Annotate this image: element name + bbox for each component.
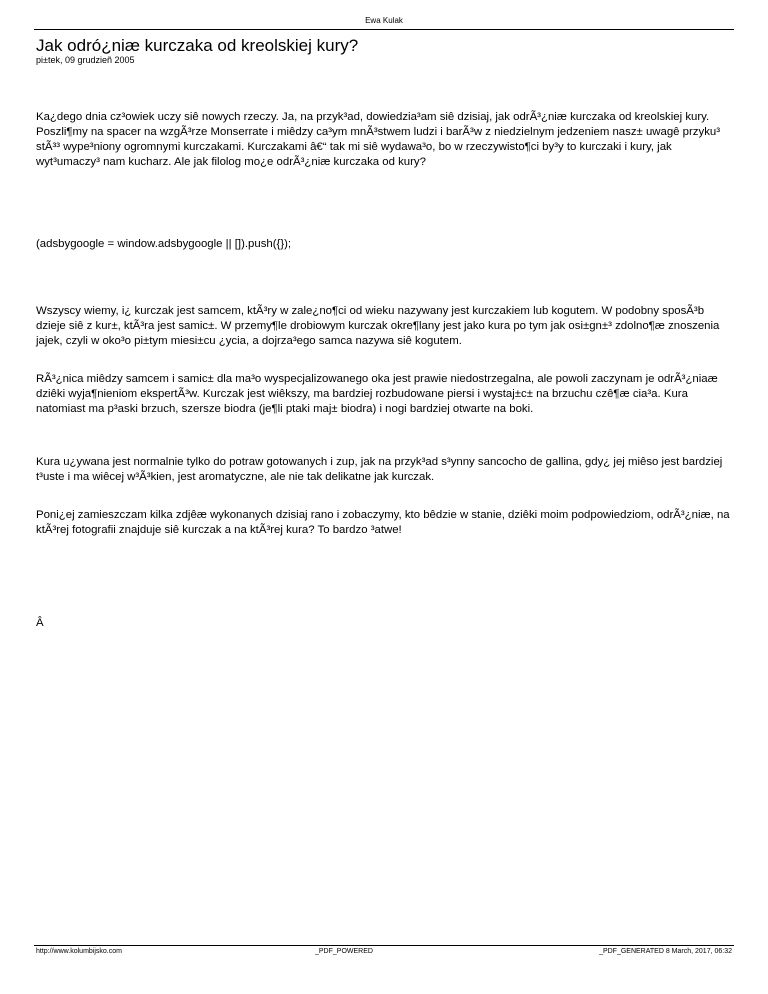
paragraph-usage: Kura u¿ywana jest normalnie tylko do potraw gotowanych i zup, jak na przyk³ad s³ynny sancocho de gallina, gdy¿ jej miêso jest bardziej t³uste i ma wiêcej w³Ã³kien, jest aromatyczne, ale nie tak delikatne jak kurczak. — [36, 456, 723, 483]
paragraph-stray-char: Â — [36, 617, 44, 629]
paragraph-difference: RÃ³¿nica miêdzy samcem i samic± dla ma³o wyspecjalizowanego oka jest prawie niedostrzegalna, ale powoli zaczynam je odrÃ³¿niaæ dziêki wyja¶nieniom ekspertÃ³w. Kurczak jest wiêkszy, ma bardziej rozbudowane piersi i wystaj±c± na brzuchu czê¶æ cia³a. Kura natomiast ma p³aski brzuch, szersze biodra (je¶li ptaki maj± biodra) i nogi bardziej otwarte na boki. — [36, 373, 718, 415]
article-date: pi±tek, 09 grudzieñ 2005 — [36, 55, 135, 65]
paragraph-photos: Poni¿ej zamieszczam kilka zdjêæ wykonanych dzisiaj rano i zobaczymy, kto bêdzie w stanie, dziêki moim podpowiedziom, odrÃ³¿niæ, na ktÃ³rej fotografii znajduje siê kurczak a na ktÃ³rej kura? To bardzo ³atwe! — [36, 509, 730, 536]
paragraph-intro: Ka¿dego dnia cz³owiek uczy siê nowych rzeczy. Ja, na przyk³ad, dowiedzia³am siê dzisiaj, jak odrÃ³¿niæ kurczaka od kreolskiej kury. Poszli¶my na spacer na wzgÃ³rze Monserrate i miêdzy ca³ym mnÃ³stwem ludzi i barÃ³w z niedzielnym jedzeniem nasz± uwagê przyku³ stÃ³³ wype³niony ogromnymi kurczakami. Kurczakami â€“ tak mi siê wydawa³o, bo w rzeczywisto¶ci by³y to kurczaki i kury, jak wyt³umaczy³ nam kucharz. Ale jak filolog mo¿e odrÃ³¿niæ kurczaka od kury? — [36, 111, 721, 168]
header-author: Ewa Kulak — [365, 16, 403, 25]
paragraph-rooster: Wszyscy wiemy, i¿ kurczak jest samcem, ktÃ³ry w zale¿no¶ci od wieku nazywany jest kurczakiem lub kogutem. W podobny sposÃ³b dzieje siê z kur±, ktÃ³ra jest samic±. W przemy¶le drobiowym kurczak okre¶lany jest jako kura po tym jak osi±gn±³ zdolno¶æ znoszenia jajek, czyli w oko³o pi±tym miesi±cu ¿ycia, a dojrza³ego samca nazywa siê kogutem. — [36, 305, 720, 347]
article-title: Jak odró¿niæ kurczaka od kreolskiej kury? — [36, 36, 359, 55]
paragraph-ad-script: (adsbygoogle = window.adsbygoogle || []).push({}); — [36, 238, 292, 250]
header-divider — [34, 29, 734, 30]
footer-generated: _PDF_GENERATED 8 March, 2017, 06:32 — [599, 948, 732, 955]
footer-divider — [34, 945, 734, 946]
footer-powered: _PDF_POWERED — [315, 948, 373, 955]
footer-url-link[interactable]: http://www.kolumbijsko.com — [36, 948, 122, 955]
